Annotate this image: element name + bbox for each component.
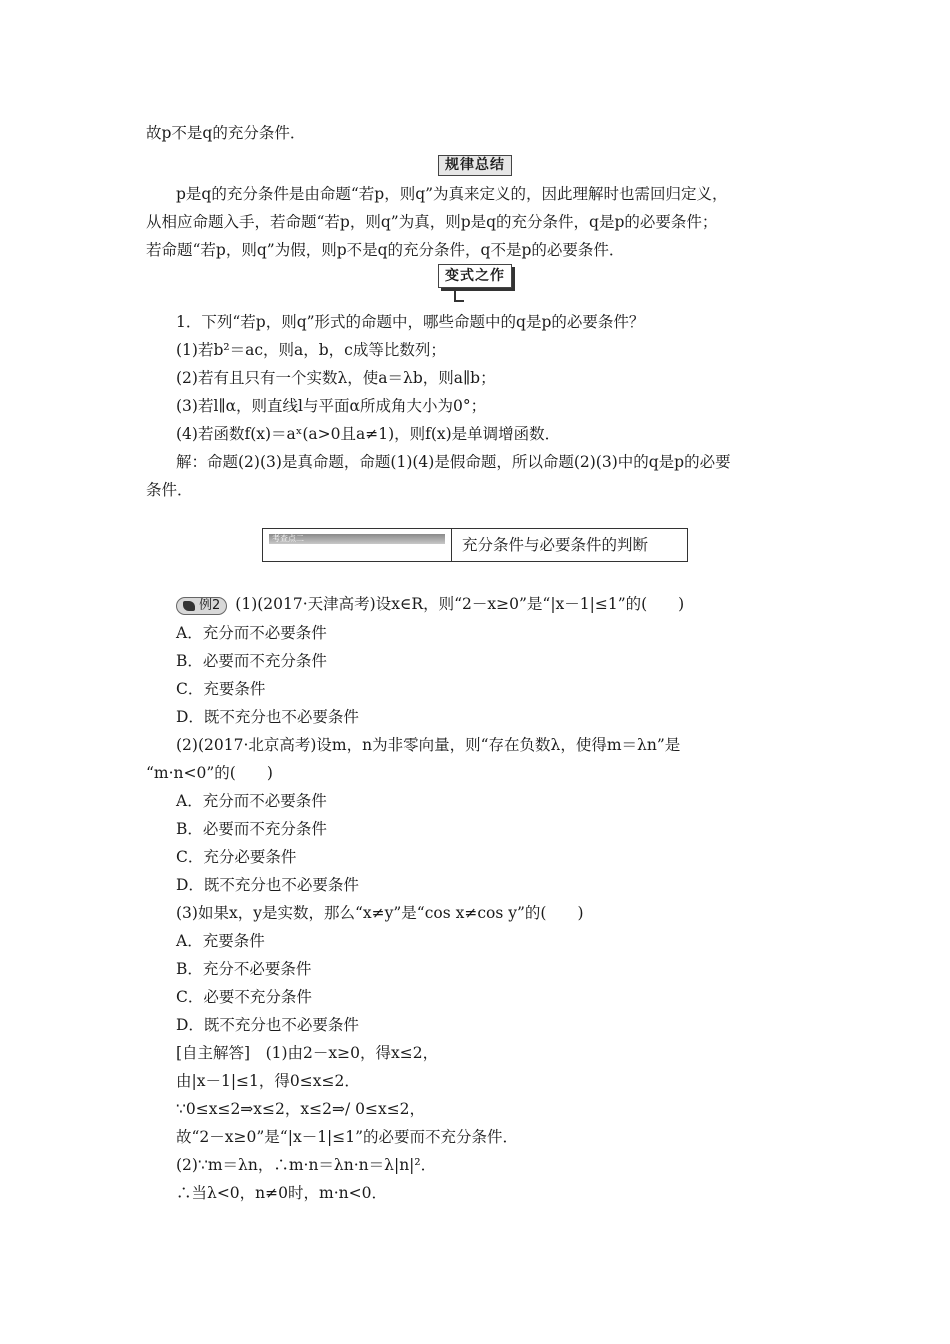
badge-arrow-icon [454, 288, 464, 302]
text-line: 1．下列“若p，则q”形式的命题中，哪些命题中的q是p的必要条件？ [176, 313, 645, 331]
option-d: D．既不充分也不必要条件 [176, 708, 359, 726]
text-line: p是q的充分条件是由命题“若p，则q”为真来定义的，因此理解时也需回归定义， [176, 185, 728, 203]
text-line: (3)如果x，y是实数，那么“x≠y”是“cos x≠cos y”的( ) [176, 904, 584, 922]
text-line: 条件． [146, 481, 193, 499]
text-line: 从相应命题入手，若命题“若p，则q”为真，则p是q的充分条件，q是p的必要条件； [146, 213, 718, 231]
option-a: A．充分而不必要条件 [176, 624, 327, 642]
kaodian-title: 充分条件与必要条件的判断 [462, 536, 649, 554]
text-line: (1)若b²＝ac，则a，b，c成等比数列； [176, 341, 446, 359]
pencil-icon [183, 601, 195, 611]
text-line: (2)若有且只有一个实数λ，使a＝λb，则a∥b； [176, 369, 496, 387]
kaodian-tag: 考查点二 [269, 534, 445, 544]
option-d: D．既不充分也不必要条件 [176, 876, 359, 894]
solution-line: ∴当λ<0，n≠0时，m·n<0． [176, 1184, 387, 1202]
option-b: B．必要而不充分条件 [176, 820, 327, 838]
solution-line: ∵0≤x≤2⇒x≤2，x≤2⇒/ 0≤x≤2， [176, 1100, 426, 1118]
text-line: 故p不是q的充分条件． [146, 124, 306, 142]
example-line: 例2 (1)(2017·天津高考)设x∈R，则“2－x≥0”是“|x－1|≤1”的( ) [176, 594, 684, 615]
solution-line: 故“2－x≥0”是“|x－1|≤1”的必要而不充分条件． [176, 1128, 519, 1146]
variant-badge: 变式之作 [438, 264, 512, 288]
option-b: B．充分不必要条件 [176, 960, 312, 978]
option-a: A．充分而不必要条件 [176, 792, 327, 810]
text-line: 若命题“若p，则q”为假，则p不是q的充分条件，q不是p的必要条件． [146, 241, 625, 259]
option-c: C．充分必要条件 [176, 848, 297, 866]
solution-line: [自主解答] (1)由2－x≥0，得x≤2， [176, 1044, 439, 1062]
example-badge: 例2 [176, 597, 227, 615]
option-d: D．既不充分也不必要条件 [176, 1016, 359, 1034]
text-line: (2)(2017·北京高考)设m，n为非零向量，则“存在负数λ，使得m＝λn”是 [176, 736, 681, 754]
text-line: (4)若函数f(x)＝aˣ(a>0且a≠1)，则f(x)是单调增函数． [176, 425, 561, 443]
text-line: “m·n<0”的( ) [146, 764, 273, 782]
rule-summary-badge: 规律总结 [438, 155, 512, 176]
text-line: 解：命题(2)(3)是真命题，命题(1)(4)是假命题，所以命题(2)(3)中的q是p的必要 [176, 453, 731, 471]
option-c: C．充要条件 [176, 680, 266, 698]
solution-line: 由|x－1|≤1，得0≤x≤2． [176, 1072, 360, 1090]
kaodian-header [262, 528, 688, 562]
option-a: A．充要条件 [176, 932, 265, 950]
text-line: (3)若l∥α，则直线l与平面α所成角大小为0°； [176, 397, 487, 415]
solution-line: (2)∵m＝λn，∴m·n＝λn·n＝λ|n|²． [176, 1156, 437, 1174]
option-c: C．必要不充分条件 [176, 988, 312, 1006]
option-b: B．必要而不充分条件 [176, 652, 327, 670]
